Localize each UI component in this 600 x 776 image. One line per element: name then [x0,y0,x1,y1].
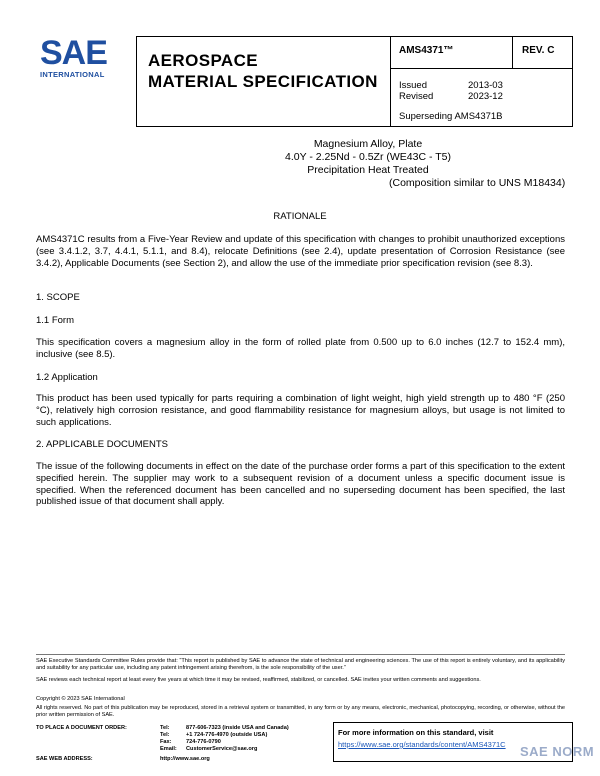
rationale-text: AMS4371C results from a Five-Year Review and update of this specification with changes to prohibit unauthorized exceptions (see 3.4.1.2, 3.7, 4.4.1, 5.1.1, and 8.4), relocate Definitions (see 2.4), update presentation of Corrosion Resistance (see 3.4.2), Applicable Documents (see Section 2), and allow the use of the immediate prior specification revision (see 8.3). [36,234,565,269]
document-number: AMS4371™ [399,45,454,56]
tel2-value: +1 724-776-4970 (outside USA) [186,732,268,738]
header-divider [390,68,573,69]
tel2-label: Tel: [160,732,170,738]
fax-label: Fax: [160,739,172,745]
header-divider [512,36,513,69]
header-divider [390,36,391,127]
section-1-1-text: This specification covers a magnesium alloy in the form of rolled plate from 0.500 up to 6.0 inches (12.7 to 152.4 mm), inclusive (see 8.5). [36,337,565,360]
issued-label: Issued [399,80,427,91]
footer-rules: SAE Executive Standards Committee Rules provide that: “This report is published by SAE to advance the state of technical and engineering sciences. The use of this report is entirely voluntary, and its applicability and suitability for any particular use, including any patent infringement arising therefrom, is the sole responsibility of the user.” [36,658,565,672]
section-2-heading: 2. APPLICABLE DOCUMENTS [36,439,168,450]
standard-link[interactable]: https://www.sae.org/standards/content/AMS4371C [338,740,506,749]
revision-label: REV. C [522,45,555,56]
footer-copyright: Copyright © 2023 SAE International [36,696,125,702]
tel-label: Tel: [160,725,170,731]
web-value[interactable]: http://www.sae.org [160,756,210,762]
logo-sub-text: INTERNATIONAL [40,70,105,79]
sae-logo [40,36,120,86]
subject-line-1: Magnesium Alloy, Plate [313,138,423,150]
revised-date: 2023-12 [468,91,503,102]
section-1-heading: 1. SCOPE [36,292,80,303]
section-1-2-heading: 1.2 Application [36,372,98,383]
footer-divider [36,654,565,655]
footer-review: SAE reviews each technical report at least every five years at which time it may be revised, reaffirmed, stabilized, or cancelled. SAE invites your written comments and suggestions. [36,677,481,683]
subject-line-4: (Composition similar to UNS M18434) [389,177,566,189]
section-1-1-heading: 1.1 Form [36,315,75,326]
superseding-note: Superseding AMS4371B [399,111,503,122]
tel-value: 877-606-7323 (inside USA and Canada) [186,725,289,731]
subject-line-2: 4.0Y - 2.25Nd - 0.5Zr (WE43C - T5) [285,151,451,163]
web-label: SAE WEB ADDRESS: [36,756,93,762]
document-type-title: AEROSPACE MATERIAL SPECIFICATION [148,51,378,91]
order-label: TO PLACE A DOCUMENT ORDER: [36,725,127,731]
email-value[interactable]: CustomerService@sae.org [186,746,258,752]
watermark-logo: SAE NORM [520,744,595,759]
rationale-heading: RATIONALE [273,211,327,222]
fax-value: 724-776-0790 [186,739,221,745]
more-info-text: For more information on this standard, visit [338,728,494,737]
revised-label: Revised [399,91,434,102]
section-2-text: The issue of the following documents in effect on the date of the purchase order forms a part of this specification to the extent specified herein. The supplier may work to a subsequent revision of a document unless a specific document issue is specified. When the referenced document has been cancelled and no superseding document has been specified, the last published issue of that document shall apply. [36,461,565,508]
section-1-2-text: This product has been used typically for parts requiring a combination of light weight, high yield strength up to 480 °F (250 °C), relatively high corrosion resistance, and good flammability resistance for magnesium alloys, but usage is not limited to such applications. [36,393,565,428]
email-label: Email: [160,746,177,752]
logo-main-text: SAE [40,34,107,72]
issued-date: 2013-03 [468,80,503,91]
footer-rights: All rights reserved. No part of this publication may be reproduced, stored in a retrieval system or transmitted, in any form or by any means, electronic, mechanical, photocopying, recording, or otherwise, without the prior written permission of SAE. [36,705,565,719]
subject-line-3: Precipitation Heat Treated [307,164,429,176]
